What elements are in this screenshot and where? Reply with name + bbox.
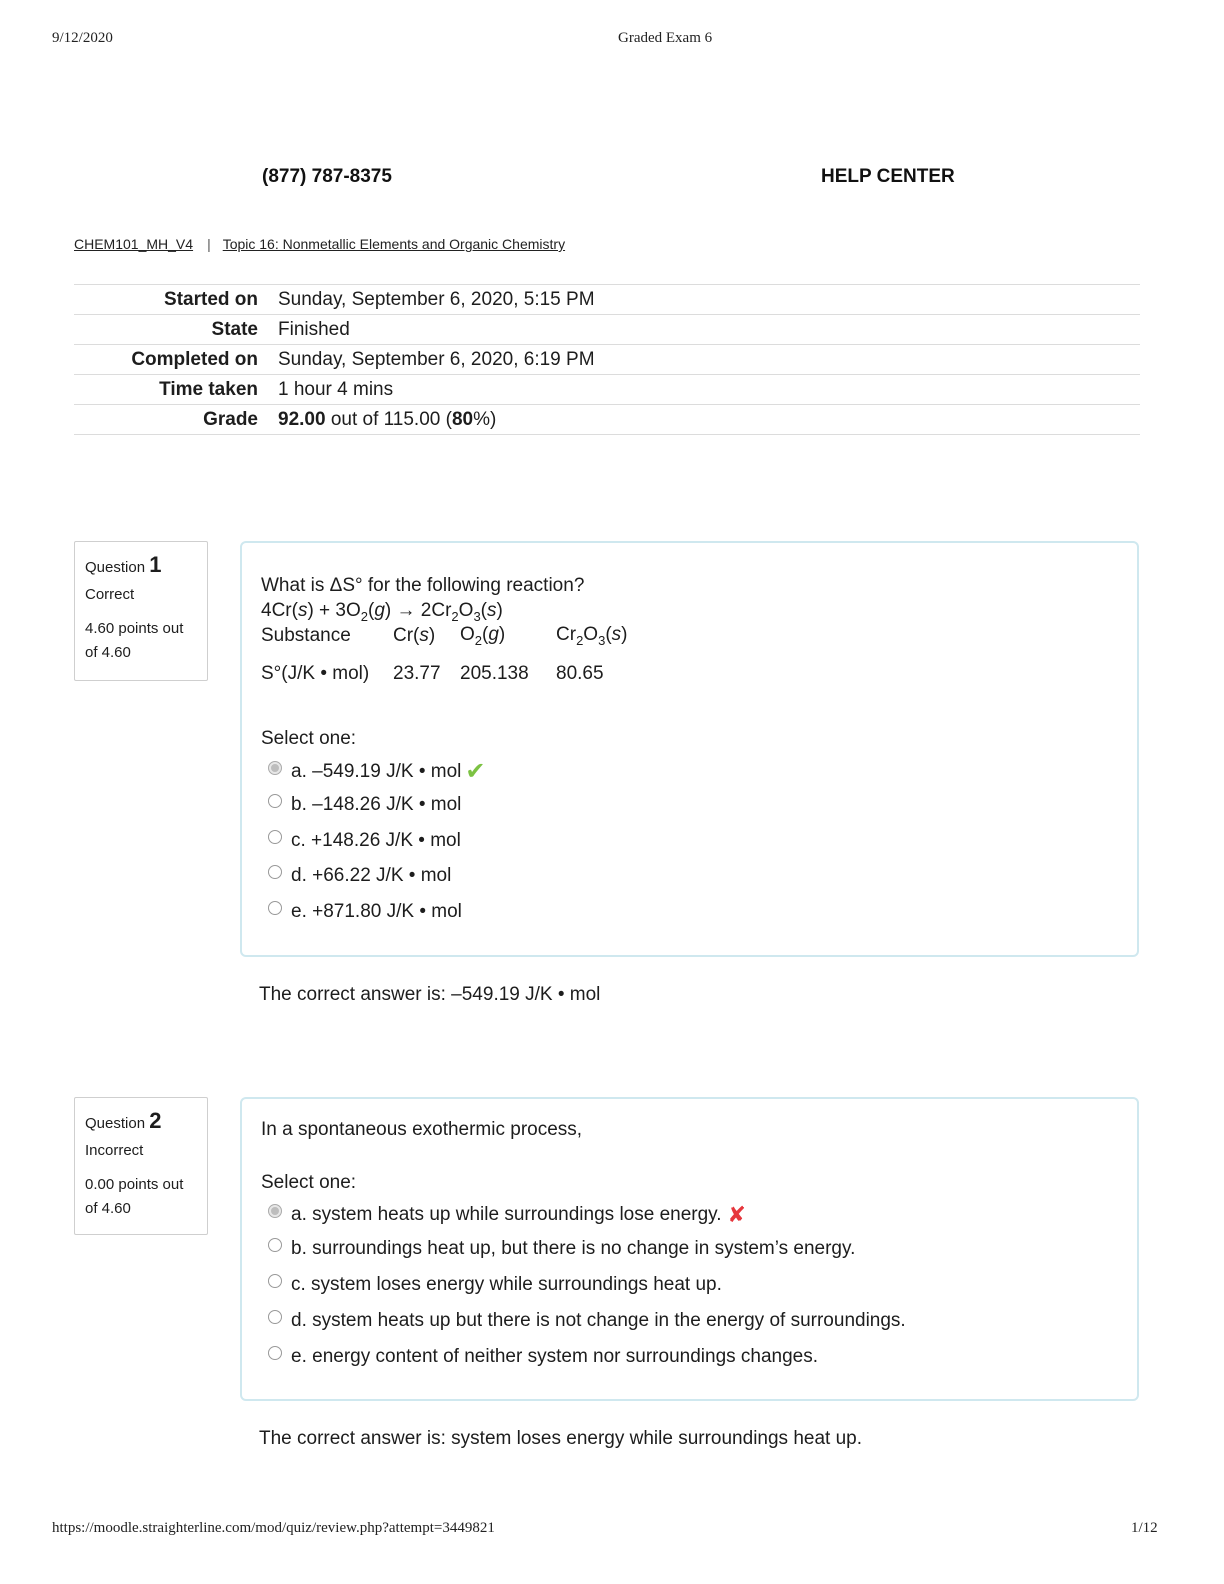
question-marks: 0.00 points out of 4.60 [85,1176,184,1217]
table-header: $O_2(g)$ [460,624,506,648]
entropy-table [261,622,627,698]
summary-row-started [74,285,1140,315]
reaction-equation: $4Cr(s) + 3O_2(g) \to 2Cr_2O_3(s)$ [261,600,503,624]
option-a[interactable] [268,1202,746,1228]
phone-number[interactable]: (877) 787-8375 [262,166,392,187]
help-center-link[interactable]: HELP CENTER [821,166,955,187]
option-label: b. surroundings heat up, but there is no change in system’s energy. [291,1238,856,1259]
summary-value: Finished [278,315,1140,345]
question-2-feedback: The correct answer is: system loses energy while surroundings heat up. [259,1428,862,1449]
option-b[interactable] [268,1238,855,1260]
summary-row-grade [74,405,1140,435]
option-label: e. +871.80 J/K • mol [291,901,462,922]
table-cell: 23.77 [393,663,441,684]
grade-score: 92.00 [278,408,326,430]
option-d[interactable] [268,1310,906,1332]
table-header: Substance [261,625,351,646]
option-label: c. +148.26 J/K • mol [291,830,461,851]
option-label: c. system loses energy while surroundings heat up. [291,1274,722,1295]
option-e[interactable] [268,901,462,923]
summary-label: State [74,315,278,345]
cross-icon: ✘ [727,1202,746,1227]
select-one-label: Select one: [261,728,357,749]
radio-button-selected[interactable] [268,1204,282,1218]
breadcrumb-topic-link[interactable]: Topic 16: Nonmetallic Elements and Organic Chemistry [222,236,566,252]
table-cell: 205.138 [460,663,529,684]
radio-button[interactable] [268,794,282,808]
table-header: Cr(s) [393,625,436,646]
radio-button[interactable] [268,830,282,844]
radio-button[interactable] [268,901,282,915]
option-e[interactable] [268,1346,818,1368]
summary-label: Time taken [74,375,278,405]
summary-value: Sunday, September 6, 2020, 6:19 PM [278,345,1140,375]
option-label: d. +66.22 J/K • mol [291,865,452,886]
print-url: https://moodle.straighterline.com/mod/quiz/review.php?attempt=3449821 [52,1520,495,1536]
radio-button[interactable] [268,865,282,879]
radio-button[interactable] [268,1346,282,1360]
print-page-number: 1/12 [1131,1520,1158,1536]
select-one-label: Select one: [261,1172,357,1193]
question-number [85,552,197,578]
question-prompt: In a spontaneous exothermic process, [261,1119,583,1140]
radio-button[interactable] [268,1310,282,1324]
summary-label: Completed on [74,345,278,375]
radio-button[interactable] [268,1238,282,1252]
option-label: d. system heats up but there is not change in the energy of surroundings. [291,1310,906,1331]
breadcrumb [74,236,565,252]
summary-row-completed [74,345,1140,375]
question-1-content [240,541,1139,957]
summary-value: Sunday, September 6, 2020, 5:15 PM [278,285,1140,315]
breadcrumb-course-link[interactable]: CHEM101_MH_V4 [74,236,194,252]
question-number-value: 2 [149,1108,162,1133]
option-c[interactable] [268,830,461,852]
table-header: $Cr_2O_3(s)$ [556,624,628,648]
summary-value: 1 hour 4 mins [278,375,1140,405]
table-row-label: S°(J/K • mol) [261,663,370,684]
radio-button[interactable] [268,1274,282,1288]
grade-end: %) [473,408,497,430]
option-c[interactable] [268,1274,722,1296]
attempt-summary-table [74,284,1140,435]
question-1-feedback: The correct answer is: –549.19 J/K • mol [259,984,601,1005]
option-a[interactable] [268,757,485,786]
option-b[interactable] [268,794,461,816]
table-cell: 80.65 [556,663,604,684]
checkmark-icon: ✔ [465,758,486,785]
print-date: 9/12/2020 [52,30,113,46]
question-prompt: What is ΔS° for the following reaction? [261,575,585,596]
question-2-info [74,1097,208,1235]
question-state: Correct [85,586,135,603]
option-label: e. energy content of neither system nor surroundings changes. [291,1346,819,1367]
grade-value [278,405,1140,435]
question-1-info [74,541,208,681]
option-d[interactable] [268,865,451,887]
question-2-content [240,1097,1139,1401]
breadcrumb-separator: | [207,236,211,252]
question-number [85,1108,197,1134]
question-number-value: 1 [149,552,162,577]
summary-label: Grade [74,405,278,435]
option-label: a. system heats up while surroundings lose energy. [291,1204,722,1225]
option-label: a. –549.19 J/K • mol [291,760,462,782]
grade-out-of: out of 115.00 ( [325,408,452,430]
question-label: Question [85,1115,146,1132]
question-state: Incorrect [85,1142,144,1159]
summary-row-state [74,315,1140,345]
summary-label: Started on [74,285,278,315]
radio-button-selected[interactable] [268,761,282,775]
grade-percent: 80 [451,408,474,430]
print-title: Graded Exam 6 [618,30,713,46]
question-marks: 4.60 points out of 4.60 [85,620,184,661]
question-label: Question [85,559,146,576]
option-label: b. –148.26 J/K • mol [291,794,462,815]
summary-row-time [74,375,1140,405]
